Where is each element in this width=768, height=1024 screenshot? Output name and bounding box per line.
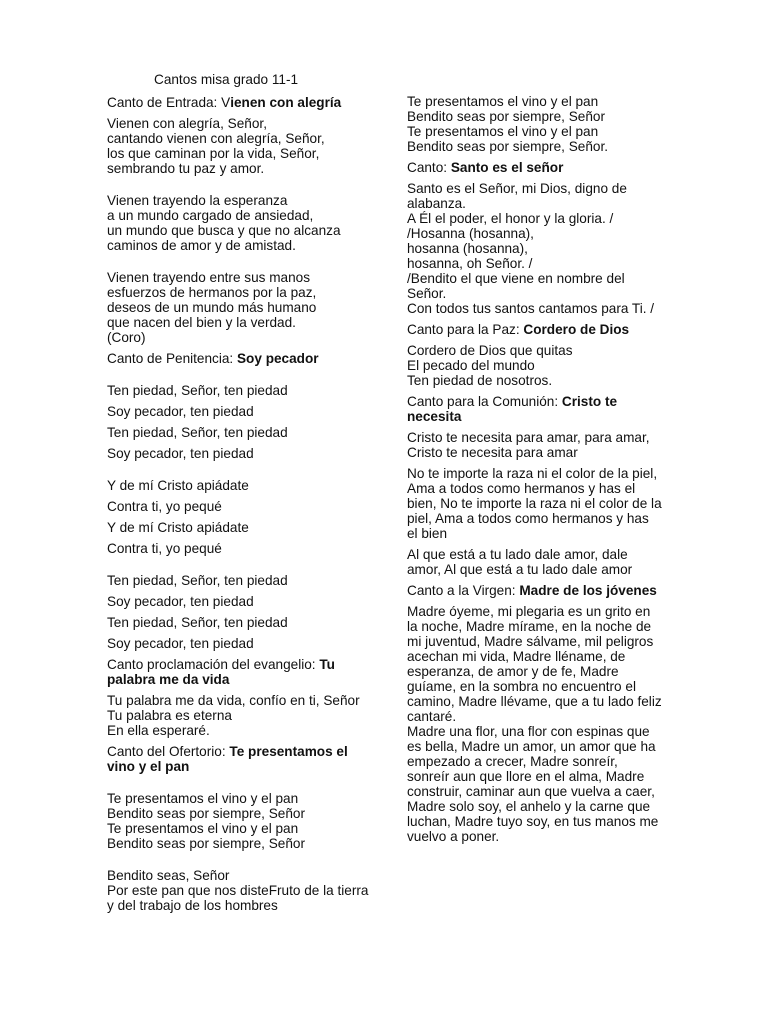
lyric-paragraph: Madre óyeme, mi plegaria es un grito en la noche, Madre mírame, en la noche de mi juventud, Madre sálvame, mil peligros acechan mi vida, Madre lléname, de esperanza, de amor y de fe, Madre guíame, en la sombra no encuentro el camino, Madre llévame, que a tu lado feliz cantaré. — [407, 604, 662, 724]
lyric-paragraph: Madre una flor, una flor con espinas que es bella, Madre un amor, un amor que ha empezado a crecer, Madre sonreír, sonreír aun que llore en el alma, Madre construir, caminar aun que vuelva a caer, Madre solo soy, el anhelo y la carne que luchan, Madre tuyo soy, en tus manos me vuelvo a poner. — [407, 724, 659, 844]
lyric-line: que nacen del bien y la verdad. — [107, 315, 296, 330]
lyric-block — [407, 181, 663, 316]
lyric-line: Y de mí Cristo apiádate — [107, 478, 249, 493]
lyric-line: Ten piedad, Señor, ten piedad — [107, 573, 288, 588]
heading-prefix: Canto de Entrada: V — [107, 95, 231, 110]
lyric-line: Cordero de Dios que quitas — [407, 343, 573, 358]
section-heading-evangelio — [107, 657, 369, 687]
lyric-line: Y de mí Cristo apiádate — [107, 520, 249, 535]
heading-prefix: Canto para la Paz: — [407, 322, 524, 337]
lyric-line: Ten piedad, Señor, ten piedad — [107, 615, 288, 630]
section-heading-penitencia — [107, 351, 369, 366]
lyric-line: deseos de un mundo más humano — [107, 300, 317, 315]
lyric-line: los que caminan por la vida, Señor, — [107, 146, 320, 161]
lyric-line: Contra ti, yo pequé — [107, 499, 222, 514]
lyric-paragraph: Al que está a tu lado dale amor, dale amor, Al que está a tu lado dale amor — [407, 547, 633, 577]
lyric-line: Por este pan que nos disteFruto de la tierra y del trabajo de los hombres — [107, 883, 369, 913]
heading-prefix: Canto de Penitencia: — [107, 351, 237, 366]
lyric-line: caminos de amor y de amistad. — [107, 238, 296, 253]
stanza — [107, 116, 369, 176]
section-heading-virgen — [407, 583, 663, 598]
section-heading-entrada — [107, 95, 369, 110]
heading-prefix: Canto a la Virgen: — [407, 583, 520, 598]
lyric-line: Santo es el Señor, mi Dios, digno de alabanza. — [407, 181, 627, 211]
section-heading-paz — [407, 322, 663, 337]
stanza — [107, 791, 369, 851]
song-title: Cristo te necesita — [407, 394, 618, 424]
lyric-paragraph: No te importe la raza ni el color de la piel, Ama a todos como hermanos y has el bien, No te importe la raza ni el color de la piel, Ama a todos como hermanos y has el bien — [407, 466, 662, 541]
lyric-line: Soy pecador, ten piedad — [107, 594, 254, 609]
lyric-line: Te presentamos el vino y el pan — [407, 124, 599, 139]
document-title: Cantos misa grado 11-1 — [154, 72, 299, 87]
lyric-line: Bendito seas, Señor — [107, 868, 230, 883]
lyric-line: Ten piedad, Señor, ten piedad — [107, 425, 288, 440]
lyric-block — [107, 693, 369, 738]
lyric-line: Contra ti, yo pequé — [107, 541, 222, 556]
heading-prefix: Canto para la Comunión: — [407, 394, 562, 409]
stanza — [107, 270, 369, 345]
lyric-line: Te presentamos el vino y el pan — [107, 821, 299, 836]
lyric-line: Bendito seas por siempre, Señor — [107, 836, 305, 851]
song-title: Te presentamos el vino y el pan — [107, 744, 348, 774]
song-title: ienen con alegría — [230, 95, 342, 110]
section-heading-ofertorio — [107, 744, 369, 774]
lyric-line: Con todos tus santos cantamos para Ti. / — [407, 301, 655, 316]
lyric-line: Vienen trayendo la esperanza — [107, 193, 288, 208]
lyric-line: Soy pecador, ten piedad — [107, 404, 254, 419]
left-column — [107, 95, 369, 913]
song-title: Santo es el señor — [450, 160, 564, 175]
lyric-line: Soy pecador, ten piedad — [107, 636, 254, 651]
lyric-line: Te presentamos el vino y el pan — [107, 791, 299, 806]
lyric-line: Bendito seas por siempre, Señor — [107, 806, 305, 821]
lyric-line: hosanna (hosanna), — [407, 241, 528, 256]
lyric-line: /Hosanna (hosanna), — [407, 226, 534, 241]
heading-prefix: Canto del Ofertorio: — [107, 744, 230, 759]
lyric-line: hosanna, oh Señor. / — [407, 256, 533, 271]
lyric-line: un mundo que busca y que no alcanza — [107, 223, 341, 238]
lyric-line: El pecado del mundo — [407, 358, 535, 373]
lyric-paragraph: Cristo te necesita para amar, para amar, Cristo te necesita para amar — [407, 430, 650, 460]
lyric-line: Tu palabra es eterna — [107, 708, 232, 723]
lyric-block — [407, 343, 663, 388]
lyric-line: Bendito seas por siempre, Señor — [407, 109, 605, 124]
section-heading-comunion — [407, 394, 663, 424]
stanza — [107, 868, 369, 913]
lyric-line: cantando vienen con alegría, Señor, — [107, 131, 325, 146]
lyric-line: sembrando tu paz y amor. — [107, 161, 265, 176]
lyric-line: /Bendito el que viene en nombre del Señor. — [407, 271, 625, 301]
stanza — [407, 94, 663, 154]
right-column — [407, 94, 663, 844]
lyric-line: Tu palabra me da vida, confío en ti, Señor — [107, 693, 360, 708]
lyric-line: Vienen con alegría, Señor, — [107, 116, 267, 131]
lyric-line: (Coro) — [107, 330, 146, 345]
stanza — [107, 193, 369, 253]
song-title: Tu palabra me da vida — [107, 657, 335, 687]
lyric-line: Ten piedad, Señor, ten piedad — [107, 383, 288, 398]
lyric-line: Soy pecador, ten piedad — [107, 446, 254, 461]
lyric-line: Ten piedad de nosotros. — [407, 373, 553, 388]
lyric-line: Vienen trayendo entre sus manos — [107, 270, 311, 285]
lyric-line: esfuerzos de hermanos por la paz, — [107, 285, 317, 300]
lyric-line: En ella esperaré. — [107, 723, 210, 738]
lyric-line: Bendito seas por siempre, Señor. — [407, 139, 608, 154]
heading-prefix: Canto proclamación del evangelio: — [107, 657, 320, 672]
lyric-line: Te presentamos el vino y el pan — [407, 94, 599, 109]
lyric-block — [107, 383, 369, 651]
section-heading-santo — [407, 160, 663, 175]
lyric-line: A Él el poder, el honor y la gloria. / — [407, 211, 614, 226]
song-title: Madre de los jóvenes — [519, 583, 657, 598]
song-title: Soy pecador — [236, 351, 319, 366]
song-title: Cordero de Dios — [523, 322, 630, 337]
heading-prefix: Canto: — [407, 160, 451, 175]
lyric-line: a un mundo cargado de ansiedad, — [107, 208, 314, 223]
